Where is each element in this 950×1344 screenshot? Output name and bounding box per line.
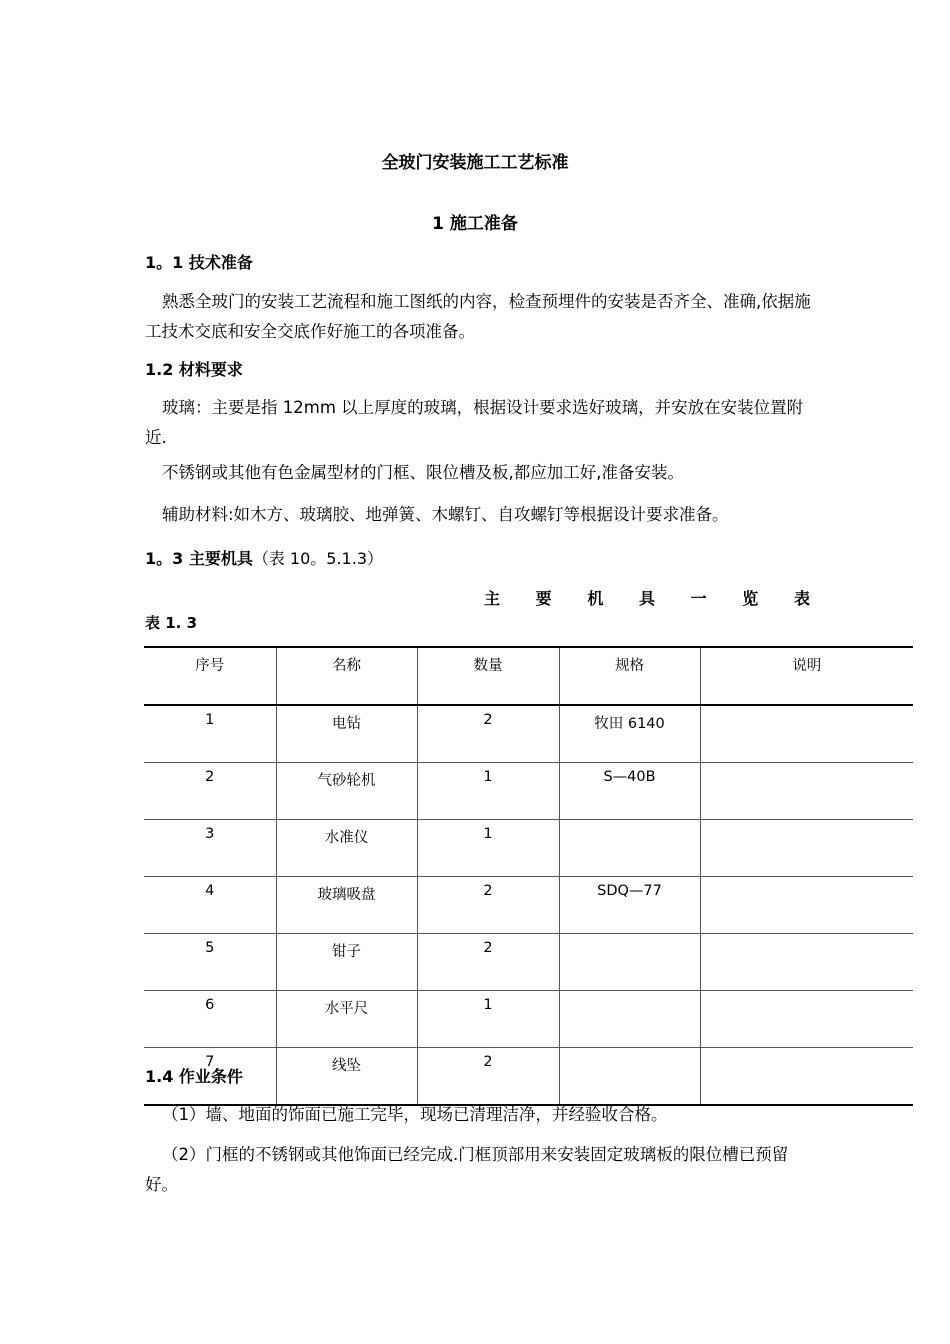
paragraph-condition-2: （2）门框的不锈钢或其他饰面已经完成.门框顶部用来安装固定玻璃板的限位槽已预留好。 bbox=[145, 1145, 789, 1194]
caption-char: 一 bbox=[690, 589, 707, 608]
table-row bbox=[144, 763, 913, 820]
cell-name: 钳子 bbox=[276, 934, 417, 991]
cell-no: 4 bbox=[144, 877, 276, 934]
cell-spec bbox=[559, 820, 700, 877]
cell-name: 线坠 bbox=[276, 1048, 417, 1106]
paragraph-frame-materials: 不锈钢或其他有色金属型材的门框、限位槽及板,都应加工好,准备安装。 bbox=[162, 463, 684, 482]
table-row bbox=[144, 705, 913, 763]
header-quantity: 数量 bbox=[417, 647, 559, 705]
cell-quantity: 2 bbox=[417, 705, 559, 763]
cell-name: 玻璃吸盘 bbox=[276, 877, 417, 934]
cell-quantity: 2 bbox=[417, 934, 559, 991]
cell-quantity: 1 bbox=[417, 991, 559, 1048]
document-title: 全玻门安装施工工艺标准 bbox=[381, 153, 569, 173]
header-spec: 规格 bbox=[559, 647, 700, 705]
cell-notes bbox=[700, 1048, 913, 1106]
table-row bbox=[144, 877, 913, 934]
cell-name: 气砂轮机 bbox=[276, 763, 417, 820]
paragraph-condition-1: （1）墙、地面的饰面已施工完毕，现场已清理洁净，并经验收合格。 bbox=[162, 1105, 668, 1124]
chapter-heading: 1 施工准备 bbox=[432, 214, 518, 234]
table-reference: （表 10。5.1.3） bbox=[252, 549, 384, 568]
section-heading-1-3 bbox=[145, 546, 383, 569]
cell-spec bbox=[559, 934, 700, 991]
cell-spec: SDQ—77 bbox=[559, 877, 700, 934]
caption-char: 机 bbox=[587, 589, 604, 608]
caption-char: 主 bbox=[484, 589, 501, 608]
cell-quantity: 1 bbox=[417, 763, 559, 820]
paragraph-auxiliary-materials: 辅助材料:如木方、玻璃胶、地弹簧、木螺钉、自攻螺钉等根据设计要求准备。 bbox=[162, 505, 729, 524]
cell-quantity: 2 bbox=[417, 877, 559, 934]
cell-no: 7 bbox=[144, 1048, 276, 1106]
table-row bbox=[144, 991, 913, 1048]
cell-spec: S—40B bbox=[559, 763, 700, 820]
cell-name: 电钻 bbox=[276, 705, 417, 763]
header-no: 序号 bbox=[144, 647, 276, 705]
table-row bbox=[144, 1048, 913, 1106]
heading-text: 1。3 主要机具 bbox=[145, 549, 253, 568]
tools-table bbox=[144, 646, 913, 1106]
cell-name: 水准仪 bbox=[276, 820, 417, 877]
cell-no: 1 bbox=[144, 705, 276, 763]
cell-notes bbox=[700, 763, 913, 820]
cell-quantity: 1 bbox=[417, 820, 559, 877]
cell-no: 3 bbox=[144, 820, 276, 877]
table-caption bbox=[484, 586, 810, 609]
cell-no: 2 bbox=[144, 763, 276, 820]
cell-spec bbox=[559, 991, 700, 1048]
section-heading-1-4: 1.4 作业条件 bbox=[145, 1067, 243, 1086]
caption-char: 表 bbox=[793, 589, 810, 608]
paragraph-glass: 玻璃：主要是指 12mm 以上厚度的玻璃，根据设计要求选好玻璃，并安放在安装位置附近. bbox=[145, 398, 804, 447]
section-heading-1-1: 1。1 技术准备 bbox=[145, 253, 253, 272]
cell-notes bbox=[700, 705, 913, 763]
section-heading-1-2: 1.2 材料要求 bbox=[145, 360, 243, 379]
cell-no: 6 bbox=[144, 991, 276, 1048]
table-row bbox=[144, 820, 913, 877]
cell-quantity: 2 bbox=[417, 1048, 559, 1106]
cell-notes bbox=[700, 934, 913, 991]
cell-notes bbox=[700, 991, 913, 1048]
table-label: 表 1. 3 bbox=[145, 614, 198, 632]
header-notes: 说明 bbox=[700, 647, 913, 705]
table-row bbox=[144, 934, 913, 991]
header-name: 名称 bbox=[276, 647, 417, 705]
cell-spec: 牧田 6140 bbox=[559, 705, 700, 763]
cell-notes bbox=[700, 820, 913, 877]
cell-no: 5 bbox=[144, 934, 276, 991]
table-header-row bbox=[144, 647, 913, 705]
caption-char: 具 bbox=[638, 589, 655, 608]
paragraph-technical-preparation: 熟悉全玻门的安装工艺流程和施工图纸的内容，检查预埋件的安装是否齐全、准确,依据施工技术交底和安全交底作好施工的各项准备。 bbox=[145, 292, 811, 341]
cell-name: 水平尺 bbox=[276, 991, 417, 1048]
caption-char: 览 bbox=[742, 589, 759, 608]
cell-notes bbox=[700, 877, 913, 934]
caption-char: 要 bbox=[535, 589, 552, 608]
cell-spec bbox=[559, 1048, 700, 1106]
